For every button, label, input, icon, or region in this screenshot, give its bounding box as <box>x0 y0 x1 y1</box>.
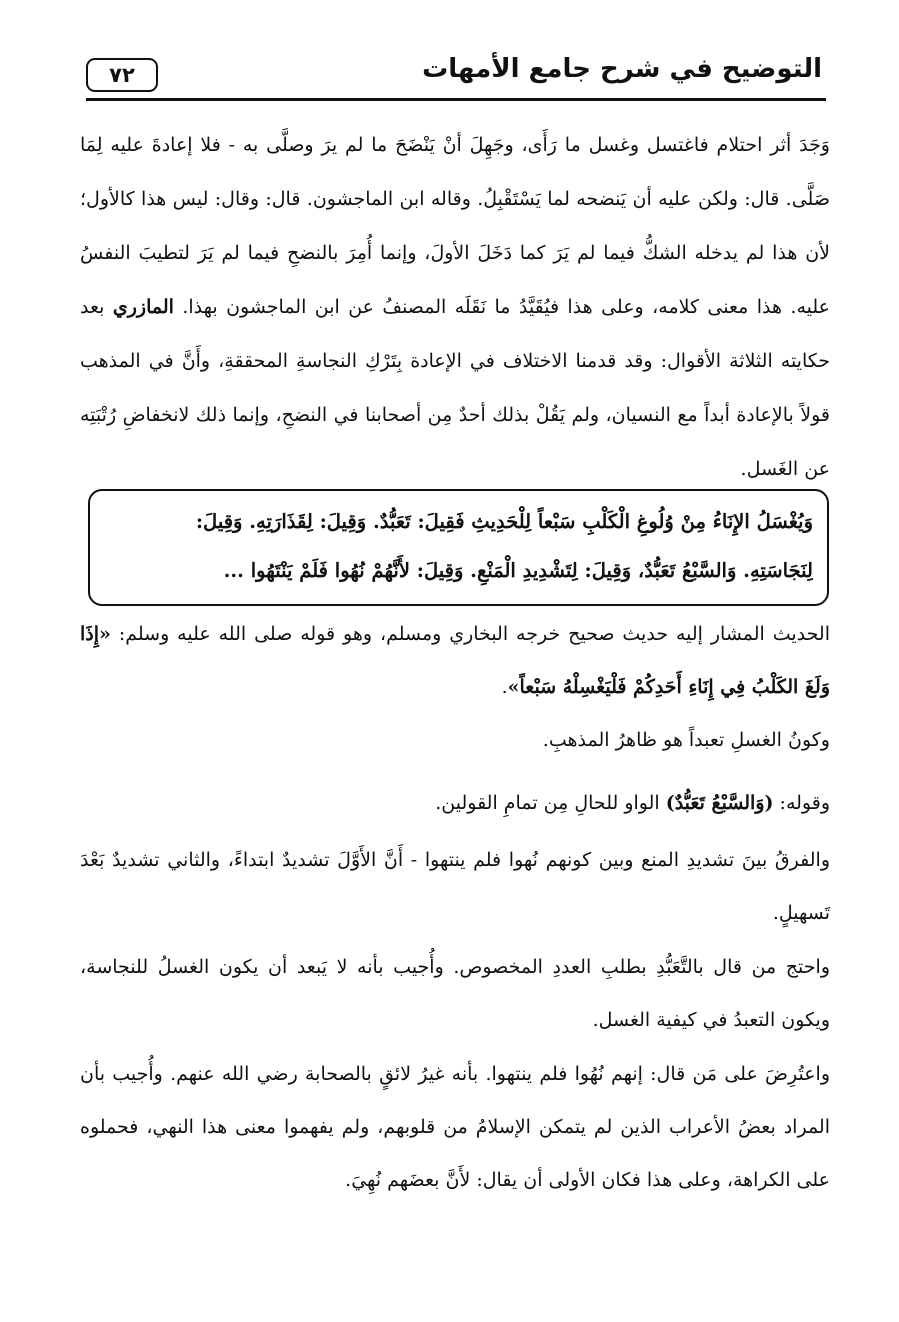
paragraph-2 <box>80 608 830 714</box>
paragraph-4-text: وقوله: <box>779 792 830 814</box>
hadith-quote: «إِذَا وَلَغَ الكَلْبُ فِي إِنَاءِ أَحَدِكُمْ فَلْيَغْسِلْهُ سَبْعاً» <box>80 623 830 698</box>
paragraph-3-text: وكونُ الغسلِ تعبداً هو ظاهرُ المذهبِ. <box>542 729 830 751</box>
paragraph-1-tail: بعد حكايته الثلاثة الأقوال: وقد قدمنا الاختلاف في الإعادة بِتَرْكِ النجاسةِ المحققةِ، وأَنَّ في المذهب قولاً بالإعادة أبداً مع النسيان، ولم يَقُلْ بذلك أحدٌ مِن أصحابنا في النضحِ، وإنما ذلك لانخفاضِ رُتْبَتِه عن الغَسل. <box>80 296 830 480</box>
paragraph-6-text: واحتج من قال بالتَّعَبُّدِ بطلبِ العددِ المخصوص. وأُجيب بأنه لا يَبعد أن يكون الغسلُ للنجاسة، ويكون التعبدُ في كيفية الغسل. <box>80 956 830 1031</box>
matn-text <box>108 497 813 595</box>
book-title: التوضيح في شرح جامع الأمهات <box>422 54 822 84</box>
paragraph-2-end: . <box>501 676 508 698</box>
paragraph-3 <box>80 714 830 767</box>
paragraph-1-text: وَجَدَ أثر احتلام فاغتسل وغسل ما رَأَى، وجَهِلَ أنْ يَنْضَحَ ما لم يرَ وصلَّى به - فلا إعادةَ عليه لِمَا صَلَّى. قال: ولكن عليه أن يَنضحه لما يَسْتَقْبِلُ. وقاله ابن الماجشون. قال: وقال: ليس هذا كالأول؛ لأن هذا لم يدخله الشكُّ فيما لم يَرَ كما دَخَلَ الأولَ، وإنما أُمِرَ بالنضحِ فيما لم يَرَ لتطيبَ النفسُ عليه. هذا معنى كلامه، وعلى هذا فيُقَيَّدُ ما نَقَلَه المصنفُ عن ابن الماجشون بهذا. <box>80 134 830 318</box>
paragraph-5 <box>80 834 830 940</box>
paragraph-2-text: الحديث المشار إليه حديث صحيح خرجه البخاري ومسلم، وهو قوله صلى الله عليه وسلم: <box>118 623 830 645</box>
page-number: ٧٢ <box>109 63 135 87</box>
page-number-box <box>86 58 158 92</box>
paragraph-7-text: واعتُرِضَ على مَن قال: إنهم نُهُوا فلم ينتهوا. بأنه غيرُ لائقٍ بالصحابة رضي الله عنهم. وأُجيب بأن المراد بعضُ الأعراب الذين لم يتمكن الإسلامُ من قلوبهم، ولم يفهموا معنى هذا النهي، فحملوه على الكراهة، وعلى هذا فكان الأولى أن يقال: لأَنَّ بعضَهم نُهِيَ. <box>80 1063 830 1191</box>
paragraph-6 <box>80 941 830 1047</box>
paragraph-1 <box>80 118 830 496</box>
header-rule <box>86 98 826 101</box>
paragraph-4 <box>80 777 830 830</box>
page-header <box>86 48 826 100</box>
paragraph-4-end: الواو للحالِ مِن تمامِ القولين. <box>435 792 660 814</box>
matn-quote: (وَالسَّبْعُ تَعَبُّدٌ) <box>665 792 774 814</box>
matn-box <box>88 489 829 606</box>
matn-line-2: لِنَجَاسَتِهِ. وَالسَّبْعُ تَعَبُّدٌ، وَقِيلَ: لِتَشْدِيدِ الْمَنْعِ. وَقِيلَ: لأَنَّهُمْ نُهُوا فَلَمْ يَنْتَهُوا ... <box>223 559 813 582</box>
matn-line-1: وَيُغْسَلُ الإِنَاءُ مِنْ وُلُوغِ الْكَلْبِ سَبْعاً لِلْحَدِيثِ فَقِيلَ: تَعَبُّدٌ. وَقِيلَ: لِقَذَارَتِهِ. وَقِيلَ: <box>195 510 813 533</box>
scholar-name-mazari: المازري <box>112 296 174 318</box>
paragraph-7 <box>80 1048 830 1207</box>
paragraph-5-text: والفرقُ بينَ تشديدِ المنع وبين كونهم نُهوا فلم ينتهوا - أَنَّ الأَوَّلَ تشديدٌ ابتداءً، والثاني تشديدٌ بَعْدَ تَسهيلٍ. <box>80 849 830 924</box>
